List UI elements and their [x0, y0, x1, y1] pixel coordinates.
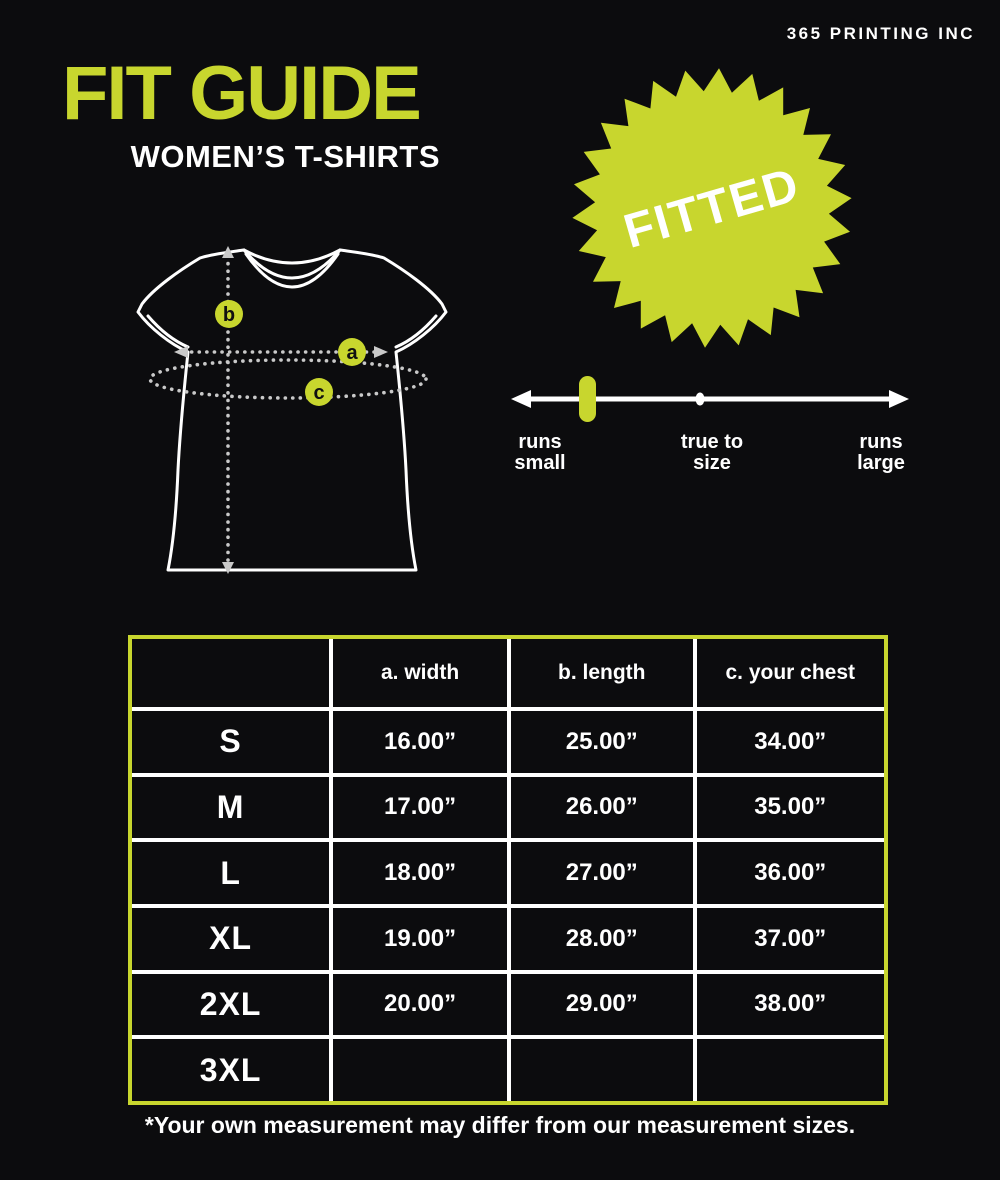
col-header-blank — [132, 639, 329, 707]
size-label-2xl: 2XL — [132, 974, 329, 1036]
value-3xl-width — [333, 1039, 507, 1101]
value-m-chest: 35.00” — [697, 777, 884, 839]
brand-name: 365 PRINTING INC — [786, 24, 975, 43]
value-m-width: 17.00” — [333, 777, 507, 839]
tshirt-diagram — [132, 240, 452, 580]
page-subtitle: WOMEN’S T-SHIRTS — [130, 139, 440, 174]
size-chart-table — [128, 635, 888, 1105]
marker-a-label: a — [346, 342, 358, 364]
heading-block — [62, 51, 440, 175]
scale-arrow-left — [511, 390, 531, 408]
scale-label-runs-small: runs small — [514, 431, 566, 474]
fitted-badge-label: FITTED — [618, 158, 806, 259]
value-s-width: 16.00” — [333, 711, 507, 773]
value-xl-width: 19.00” — [333, 908, 507, 970]
fit-scale — [505, 370, 915, 478]
value-2xl-chest: 38.00” — [697, 974, 884, 1036]
value-m-length: 26.00” — [511, 777, 693, 839]
col-header-chest: c. your chest — [697, 639, 884, 707]
value-3xl-chest — [697, 1039, 884, 1101]
scale-arrow-right — [889, 390, 909, 408]
value-xl-length: 28.00” — [511, 908, 693, 970]
true-to-size-tick — [696, 393, 705, 406]
value-2xl-length: 29.00” — [511, 974, 693, 1036]
tshirt-outline — [138, 250, 446, 570]
size-label-m: M — [132, 777, 329, 839]
fit-scale-axis — [505, 370, 915, 428]
scale-label-runs-large: runs large — [857, 431, 905, 474]
fitted-badge — [566, 62, 858, 354]
col-header-length: b. length — [511, 639, 693, 707]
size-label-3xl: 3XL — [132, 1039, 329, 1101]
size-label-l: L — [132, 842, 329, 904]
value-3xl-length — [511, 1039, 693, 1101]
measurement-disclaimer: *Your own measurement may differ from our measurement sizes. — [144, 1112, 856, 1138]
col-header-width: a. width — [333, 639, 507, 707]
value-l-chest: 36.00” — [697, 842, 884, 904]
value-s-length: 25.00” — [511, 711, 693, 773]
fit-marker — [579, 376, 596, 422]
value-xl-chest: 37.00” — [697, 908, 884, 970]
value-l-width: 18.00” — [333, 842, 507, 904]
scale-label-true-to-size: true to size — [680, 431, 744, 474]
page-title: FIT GUIDE — [62, 51, 420, 136]
marker-c-label: c — [313, 382, 325, 404]
size-label-s: S — [132, 711, 329, 773]
value-2xl-width: 20.00” — [333, 974, 507, 1036]
value-l-length: 27.00” — [511, 842, 693, 904]
size-label-xl: XL — [132, 908, 329, 970]
value-s-chest: 34.00” — [697, 711, 884, 773]
marker-b-label: b — [222, 304, 236, 326]
